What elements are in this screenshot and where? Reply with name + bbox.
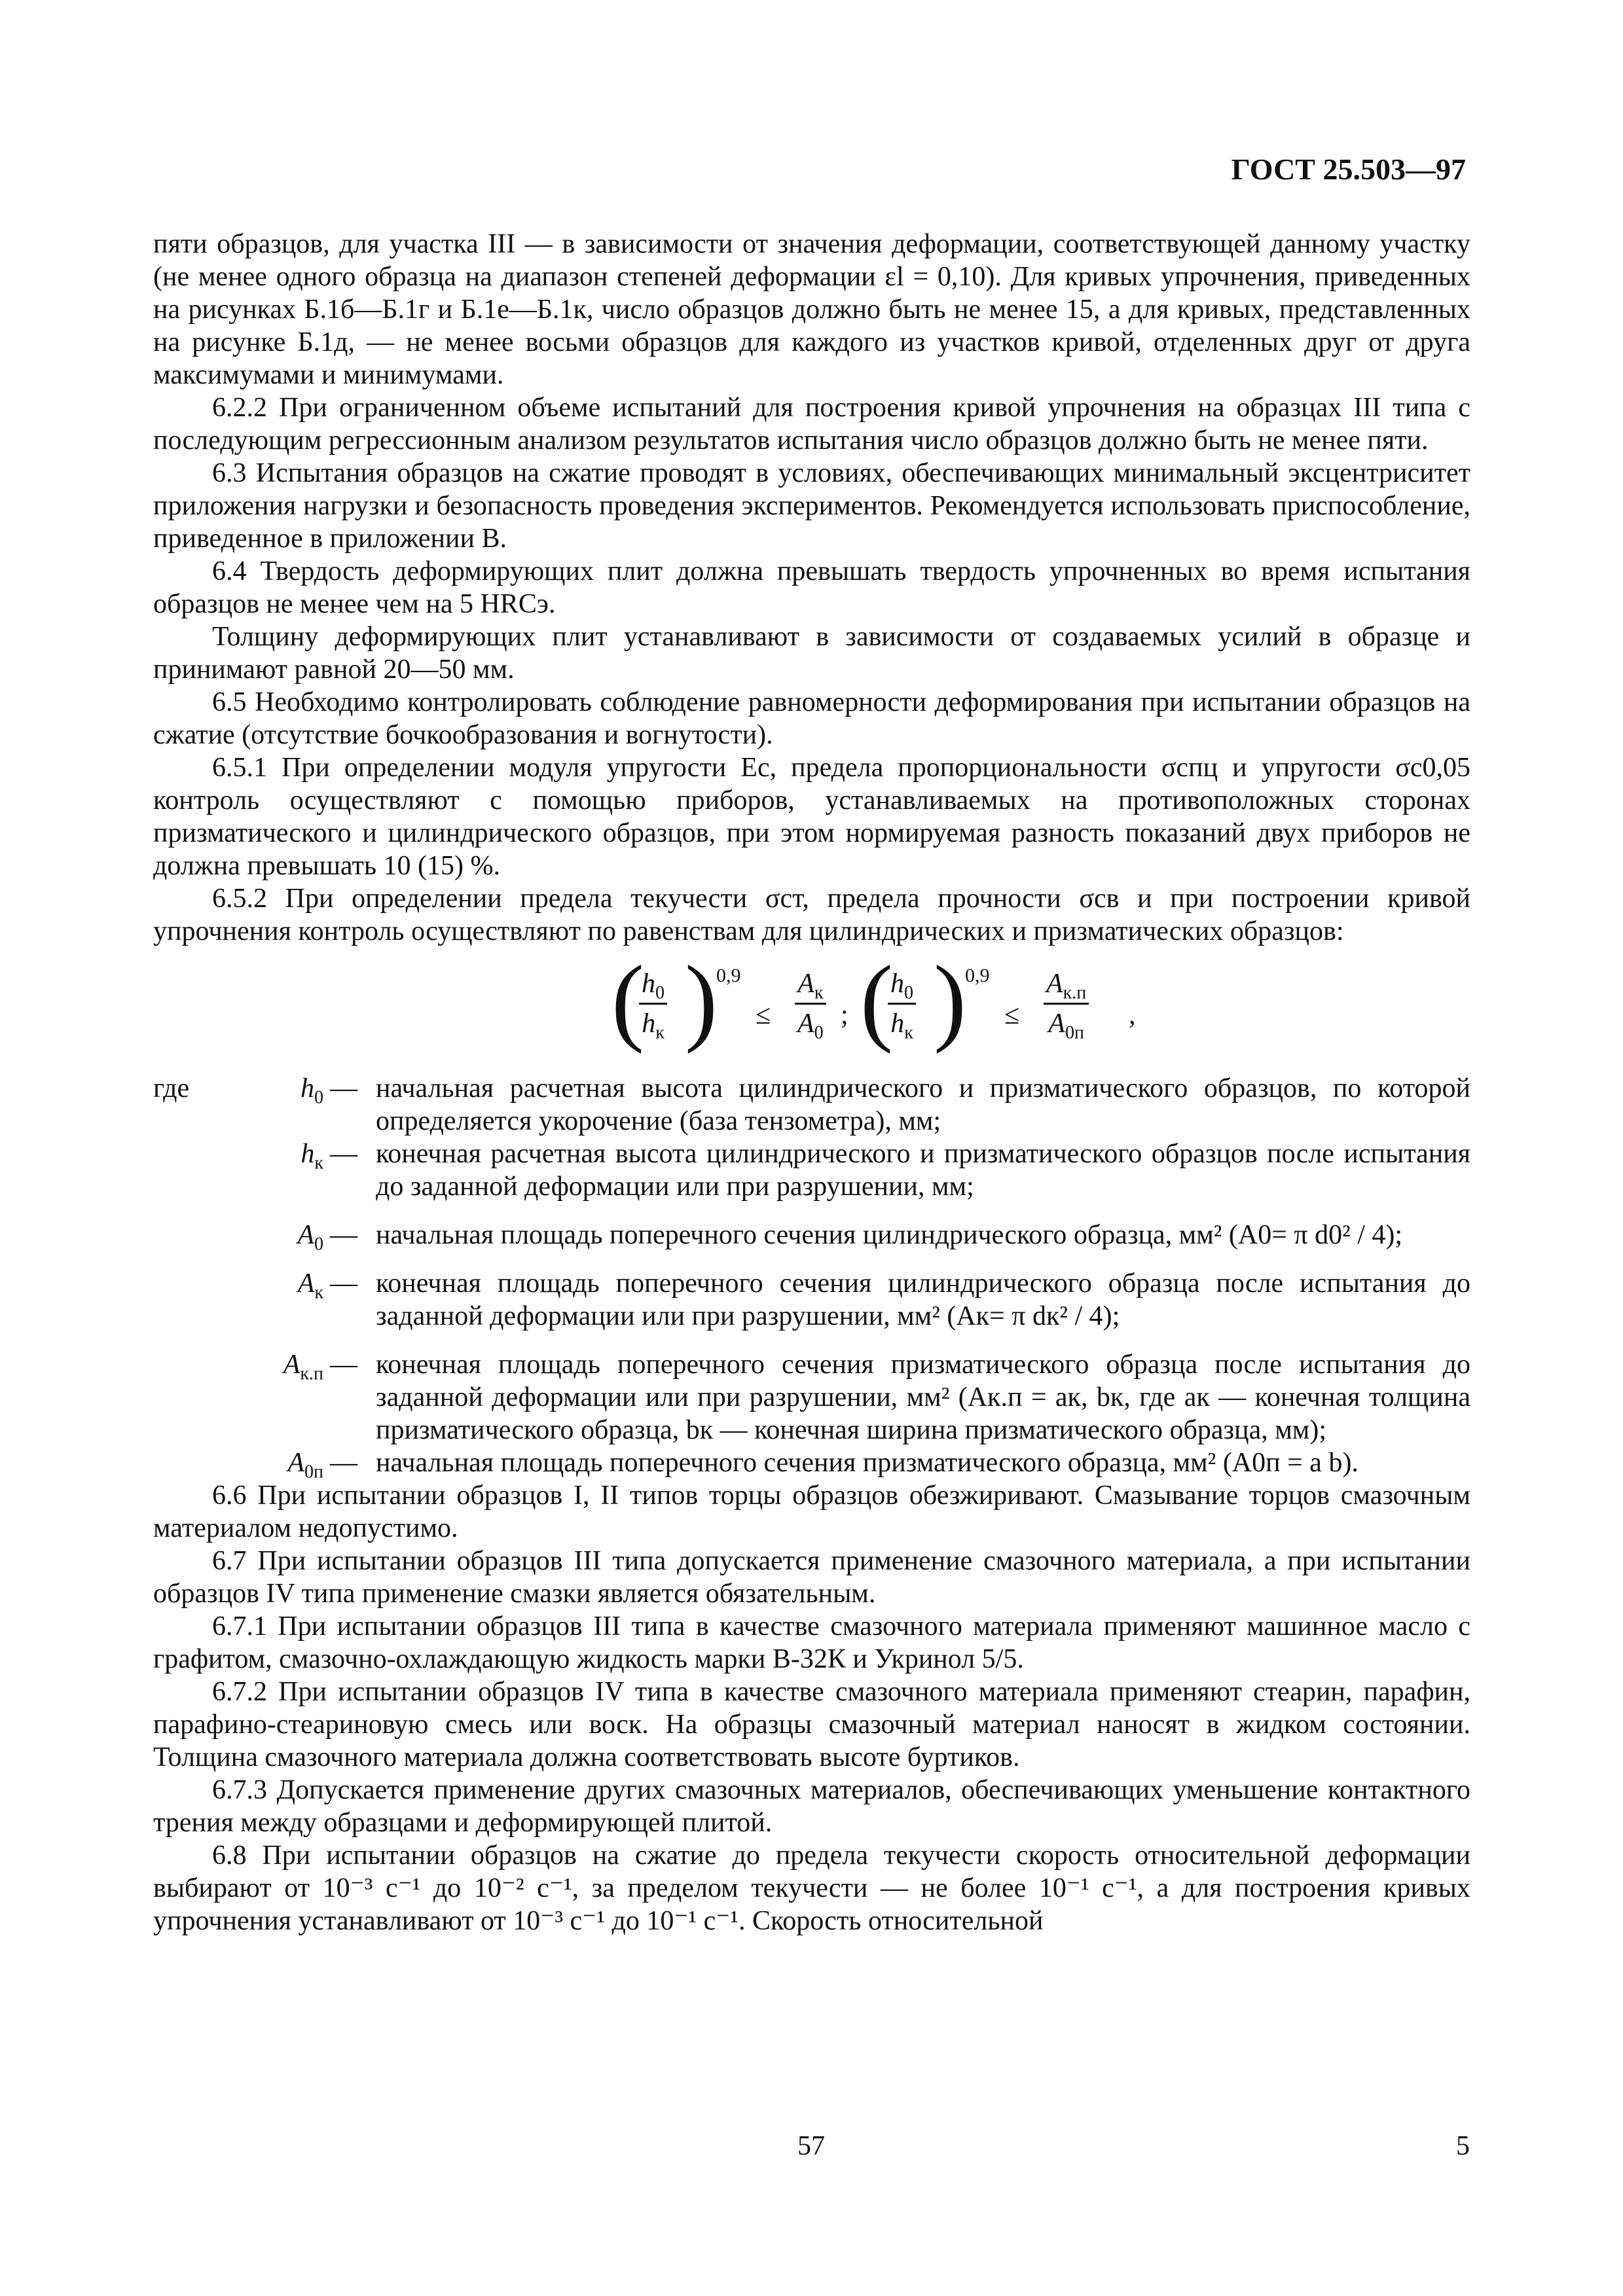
fraction-h0-hk: $h_0$ $h_к$	[888, 967, 916, 1040]
legend-row: $h_к$ — конечная расчетная высота цилиндрического и призматического образцов после испытания до заданной деформации или при разрушении, мм;	[153, 1138, 1470, 1203]
legend-text: начальная площадь поперечного сечения призматического образца, мм² (A0п = a b).	[376, 1448, 1359, 1478]
separator: ;	[841, 1000, 848, 1030]
legend-symbol: $A_к$	[297, 1268, 323, 1303]
legend-lead: где	[153, 1073, 190, 1103]
paragraph: 6.2.2 При ограниченном объеме испытаний для построения кривой упрочнения на образцах III типа с последующим регрессионным анализом результатов испытания число образцов должно быть не менее пяти.	[153, 393, 1470, 456]
page-number-right: 5	[1456, 2131, 1470, 2161]
paragraph: 6.7.1 При испытании образцов III типа в качестве смазочного материала применяют машинное масло с графитом, смазочно-охлаждающую жидкость марки В-32К и Укринол 5/5.	[153, 1611, 1470, 1674]
le-sign: ≤	[1004, 1000, 1020, 1030]
legend-text: начальная расчетная высота цилиндрического и призматического образцов, по которой определяется укорочение (база тензометра), мм;	[376, 1073, 1470, 1136]
paragraph: 6.7.3 Допускается применение других смазочных материалов, обеспечивающих уменьшение контактного трения между образцами и деформирующей плитой.	[153, 1775, 1470, 1838]
legend-row: $A_{к.п}$ — конечная площадь поперечного сечения призматического образца после испытания до заданной деформации или при разрушении, мм² (Aк.п = aк, bк, где aк — конечная толщина призматического образца, bк — конечная ширина призматического образца, мм);	[153, 1348, 1470, 1446]
document-body	[153, 228, 1470, 1937]
paragraph: 6.4 Твердость деформирующих плит должна превышать твердость упрочненных во время испытания образцов не менее чем на 5 HRCэ.	[153, 556, 1470, 619]
paragraph: 6.7.2 При испытании образцов IV типа в качестве смазочного материала применяют стеарин, парафин, парафино-стеариновую смесь или воск. На образцы смазочный материал наносят в жидком состоянии. Толщина смазочного материала должна соответствовать высоте буртиков.	[153, 1677, 1470, 1772]
exponent: 0,9	[716, 965, 741, 986]
right-paren: )	[685, 946, 718, 1054]
paragraph: 6.8 При испытании образцов на сжатие до предела текучести скорость относительной деформации выбирают от 10⁻³ с⁻¹ до 10⁻² с⁻¹, за пределом текучести — не более 10⁻¹ с⁻¹, а для построения кривых упрочнения устанавливают от 10⁻³ с⁻¹ до 10⁻¹ с⁻¹. Скорость относительной	[153, 1840, 1470, 1936]
legend-symbol: $A_{0п}$	[287, 1448, 323, 1482]
paragraph: 6.7 При испытании образцов III типа допускается применение смазочного материала, а при испытании образцов IV типа применение смазки является обязательным.	[153, 1546, 1470, 1609]
legend-symbol: $h_к$	[301, 1139, 323, 1174]
paragraph: 6.6 При испытании образцов I, II типов торцы образцов обезжиривают. Смазывание торцов смазочным материалом недопустимо.	[153, 1480, 1470, 1543]
exponent: 0,9	[965, 965, 990, 986]
paragraph: Толщину деформирующих плит устанавливают в зависимости от создаваемых усилий в образце и принимают равной 20—50 мм.	[153, 622, 1470, 685]
page-header: ГОСТ 25.503—97	[1231, 152, 1466, 186]
legend-symbol: $h_0$	[301, 1073, 323, 1108]
paragraph: пяти образцов, для участка III — в зависимости от значения деформации, соответствующей данному участку (не менее одного образца на диапазон степеней деформации εl = 0,10). Для кривых упрочнения, приведенных на рисунках Б.1б—Б.1г и Б.1е—Б.1к, число образцов должно быть не менее 15, а для кривых, представленных на рисунке Б.1д, — не менее восьми образцов для каждого из участков кривой, отделенных друг от друга максимумами и минимумами.	[153, 229, 1470, 390]
strain-ratio-formula	[153, 948, 1470, 1072]
right-paren: )	[934, 946, 966, 1054]
left-paren: (	[611, 946, 644, 1054]
paragraph: 6.5 Необходимо контролировать соблюдение равномерности деформирования при испытании образцов на сжатие (отсутствие бочкообразования и вогнутости).	[153, 687, 1470, 750]
legend-text: конечная расчетная высота цилиндрического и призматического образцов после испытания до заданной деформации или при разрушении, мм;	[376, 1139, 1470, 1202]
le-sign: ≤	[756, 1000, 771, 1030]
symbols-legend	[153, 1072, 1470, 1482]
left-paren: (	[860, 946, 893, 1054]
paragraph: 6.5.1 При определении модуля упругости Eс, предела пропорциональности σспц и упругости σс0,05 контроль осуществляют с помощью приборов, устанавливаемых на противоположных сторонах призматического и цилиндрического образцов, при этом нормируемая разность показаний двух приборов не должна превышать 10 (15) %.	[153, 753, 1470, 881]
legend-text: конечная площадь поперечного сечения цилиндрического образца после испытания до заданной деформации или при разрушении, мм² (Aк= π dк² / 4);	[376, 1268, 1470, 1331]
legend-row: $A_к$ — конечная площадь поперечного сечения цилиндрического образца после испытания до заданной деформации или при разрушении, мм² (Aк= π dк² / 4);	[153, 1267, 1470, 1333]
paragraph: 6.3 Испытания образцов на сжатие проводят в условиях, обеспечивающих минимальный эксцентриситет приложения нагрузки и безопасность проведения экспериментов. Рекомендуется использовать приспособление, приведенное в приложении В.	[153, 458, 1470, 554]
fraction-ak-a0: $A_к$ $A_0$	[795, 967, 826, 1040]
legend-row: $A_{0п}$ — начальная площадь поперечного сечения призматического образца, мм² (A0п = a b).	[153, 1446, 1470, 1479]
legend-symbol: $A_0$	[297, 1220, 323, 1255]
legend-text: конечная площадь поперечного сечения призматического образца после испытания до заданной деформации или при разрушении, мм² (Aк.п = aк, bк, где aк — конечная толщина призматического образца, bк — конечная ширина призматического образца, мм);	[376, 1350, 1470, 1445]
legend-symbol: $A_{к.п}$	[283, 1350, 323, 1384]
paragraph: 6.5.2 При определении предела текучести σст, предела прочности σсв и при построении кривой упрочнения контроль осуществляют по равенствам для цилиндрических и призматических образцов:	[153, 884, 1470, 946]
legend-row: $A_0$ — начальная площадь поперечного сечения цилиндрического образца, мм² (A0= π d0² / 4);	[153, 1219, 1470, 1251]
formula-end: ,	[1129, 1000, 1136, 1030]
legend-text: начальная площадь поперечного сечения цилиндрического образца, мм² (A0= π d0² / 4);	[376, 1220, 1403, 1250]
legend-row: где $h_0$ — начальная расчетная высота цилиндрического и призматического образцов, по которой определяется укорочение (база тензометра), мм;	[153, 1073, 1470, 1136]
page-number-center: 57	[797, 2131, 825, 2161]
fraction-h0-hk: $h_0$ $h_к$	[639, 967, 667, 1040]
fraction-akp-a0p: $A_{к.п}$ $A_{0п}$	[1044, 967, 1089, 1040]
